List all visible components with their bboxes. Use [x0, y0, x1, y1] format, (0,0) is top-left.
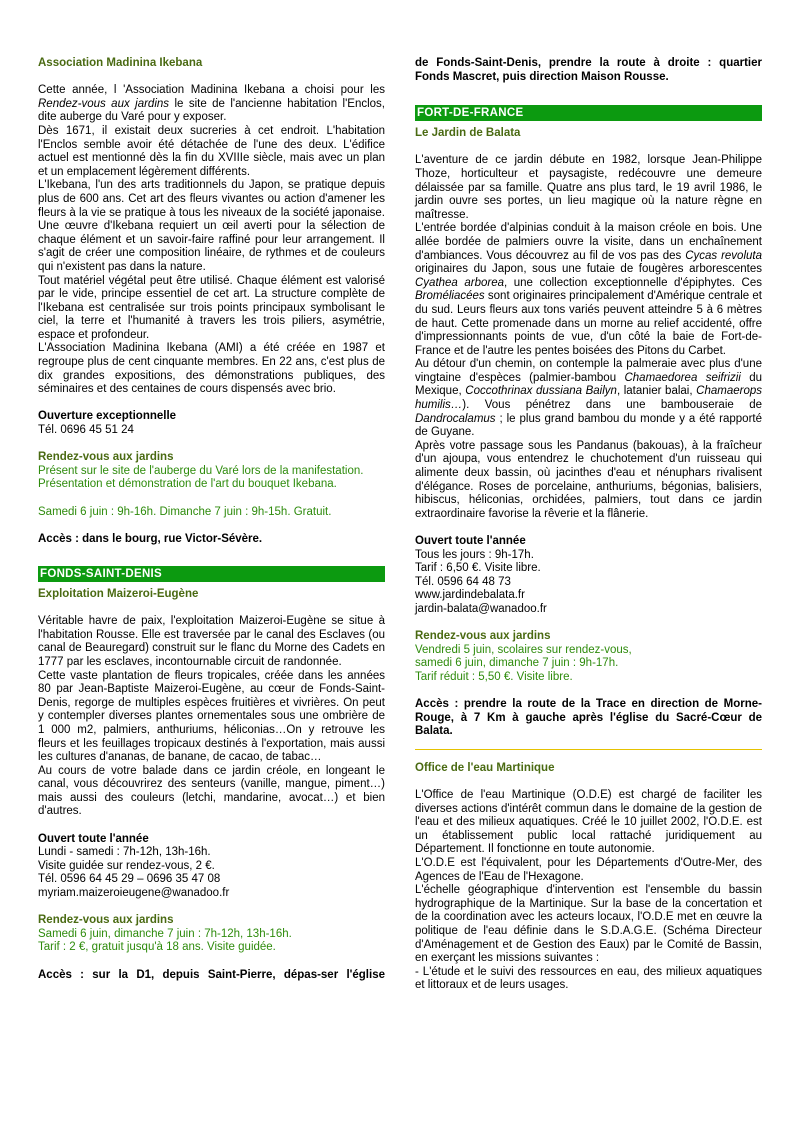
madinina-dates: Samedi 6 juin : 9h-16h. Dimanche 7 juin : 9h-15h. Gratuit. — [38, 505, 332, 518]
balata-rdv-line-3: Tarif réduit : 5,50 €. Visite libre. — [415, 670, 573, 683]
ode-para-2: L'O.D.E est l'équivalent, pour les Départements d'Outre-Mer, des Agences de l'Eau de l'Hexagone. — [415, 857, 762, 883]
madinina-rdv-title: Rendez-vous aux jardins — [38, 451, 174, 464]
madinina-rdv-line-1: Présent sur le site de l'auberge du Varé lors de la manifestation. — [38, 464, 364, 477]
fonds-saint-denis-banner: FONDS-SAINT-DENIS — [38, 566, 385, 582]
balata-para-2: L'entrée bordée d'alpinias conduit à la maison créole en bois. Une allée bordée de palmiers ouvre la visite, dans un enchaînement d'ambiances. Vous découvrez au fil de vos pas des Cycas revoluta originaires du Japon, sous une futaie de fougères arborescentes Cyathea arborea, une collection exceptionnelle d'épiphytes. Ces Broméliacées sont originaires principalement d'Amérique centrale et du sud. Leurs fleurs aux tons variés peuvent atteindre 5 à 6 mètres de haut. Cette promenade dans un morne au relief accidenté, offre d'impressionnants points de vue, d'un côté la baie de Fort-de-France et de l'autre les pentes boisées des Pitons du Carbet. — [415, 222, 763, 357]
balata-email[interactable]: jardin-balata@wanadoo.fr — [415, 602, 547, 615]
maizeroi-rdv-title: Rendez-vous aux jardins — [38, 914, 174, 927]
balata-info-2: Tarif : 6,50 €. Visite libre. — [415, 562, 541, 575]
madinina-tel: Tél. 0696 45 51 24 — [38, 424, 134, 437]
maizeroi-info-2: Visite guidée sur rendez-vous, 2 €. — [38, 859, 215, 872]
madinina-access: Accès : dans le bourg, rue Victor-Sévère. — [38, 532, 263, 545]
maizeroi-para-3: Au cours de votre balade dans ce jardin créole, en longeant le canal, vous découvrirez des senteurs (vanille, mangue, piment…) mais aussi des couleurs (letchi, mandarine, avocat…) et bien d'autres. — [38, 764, 385, 818]
ode-para-4: - L'étude et le suivi des ressources en eau, des milieux aquatiques et littoraux et de leurs usages. — [415, 965, 762, 992]
ode-title: Office de l'eau Martinique — [415, 761, 555, 774]
balata-website[interactable]: www.jardindebalata.fr — [415, 589, 525, 602]
balata-info-3: Tél. 0596 64 48 73 — [415, 575, 511, 588]
madinina-para-5: L'Association Madinina Ikebana (AMI) a été créée en 1987 et regroupe plus de cent cinquante membres. En 22 ans, c'est plus de dix grandes expositions, des démonstrations publiques, des séminaires et des centaines de cours dispensés avec brio. — [38, 342, 385, 396]
maizeroi-rdv-line-2: Tarif : 2 €, gratuit jusqu'à 18 ans. Visite guidée. — [38, 941, 276, 954]
balata-title: Le Jardin de Balata — [415, 127, 521, 140]
balata-info-1: Tous les jours : 9h-17h. — [415, 548, 534, 561]
maizeroi-open-title: Ouvert toute l'année — [38, 832, 149, 845]
maizeroi-email[interactable]: myriam.maizeroieugene@wanadoo.fr — [38, 887, 230, 900]
madinina-open-title: Ouverture exceptionnelle — [38, 410, 177, 423]
madinina-para-2: Dès 1671, il existait deux sucreries à cet endroit. L'habitation l'Enclos semble avoir été détachée de l'une des deux. L'édifice actuel est mentionné dès la fin du XVIIIe siècle, mais avec un plan et un emplacement légèrement différents. — [38, 124, 385, 178]
balata-access: Accès : prendre la route de la Trace en direction de Morne-Rouge, à 7 Km à gauche après l'église du Sacré-Cœur de Balata. — [415, 698, 762, 738]
balata-rdv-line-1: Vendredi 5 juin, scolaires sur rendez-vous, — [415, 643, 632, 656]
maizeroi-info-1: Lundi - samedi : 7h-12h, 13h-16h. — [38, 846, 211, 859]
ode-para-3: L'échelle géographique d'intervention est l'ensemble du bassin hydrographique de la Martinique. Sur la base de la concertation et de la coordination avec les acteurs locaux, l'O.D.E met en œuvre la politique de l'eau définie dans le S.D.A.G.E. (Schéma Directeur d'Aménagement et de Gestion des Eaux) par le Comité de Bassin, en exerçant les missions suivantes : — [415, 884, 762, 965]
madinina-rdv-line-2: Présentation et démonstration de l'art du bouquet Ikebana. — [38, 478, 337, 491]
balata-rdv-title: Rendez-vous aux jardins — [415, 630, 551, 643]
maizeroi-access-continued: de Fonds-Saint-Denis, prendre la route à droite : quartier Fonds Mascret, puis direction Maison Rousse. — [415, 57, 762, 83]
madinina-para-4: Tout matériel végétal peut être utilisé. Chaque élément est valorisé par le vide, principe essentiel de cet art. La structure complète de l'Ikebana est centralisée sur trois points principaux symbolisant le ciel, la terre et l'humanité à travers les trois piliers, asymétrie, espace et profondeur. — [38, 274, 385, 341]
maizeroi-title: Exploitation Maizeroi-Eugène — [38, 587, 199, 600]
balata-para-3: Au détour d'un chemin, on contemple la palmeraie avec plus d'une vingtaine d'espèces (palmier-bambou Chamaedorea seifrizii du Mexique, Coccothrinax dussiana Bailyn, latanier balai, Chamaerops humilis…). Vous pénétrez dans une bambouseraie de Dandrocalamus ; le plus grand bambou du monde y a été rapporté de Guyane. — [415, 358, 763, 439]
maizeroi-access: Accès : sur la D1, depuis Saint-Pierre, dépas-ser l'église — [38, 968, 385, 981]
maizeroi-info-3: Tél. 0596 64 45 29 – 0696 35 47 08 — [38, 873, 221, 886]
madinina-title: Association Madinina Ikebana — [38, 57, 203, 69]
balata-rdv-line-2: samedi 6 juin, dimanche 7 juin : 9h-17h. — [415, 657, 619, 670]
balata-open-title: Ouvert toute l'année — [415, 535, 526, 547]
maizeroi-para-2: Cette vaste plantation de fleurs tropicales, créée dans les années 80 par Jean-Baptiste Maizeroi-Eugène, au cœur de Fonds-Saint-Denis, regorge de multiples espèces fruitières et vivrières. On peut y contempler diverses plantes ornementales sous une ombrière de 1 000 m2, palmiers, anthuriums, héliconias…On y retrouve les fleurs et les feuillages tropicaux destinés à l'exportation, mais aussi les cultures d'ananas, de banane, de cacao, de tabac… — [38, 669, 385, 764]
madinina-para-3: L'Ikebana, l'un des arts traditionnels du Japon, se pratique depuis plus de 600 ans. Cet art des fleurs vivantes ou action d'amener les fleurs à la vie se pratique à tous les niveaux de la société japonaise. Une œuvre d'Ikebana requiert un œil averti pour la sélection de chaque élément et un savoir-faire raffiné pour leur arrangement. Il s'agit de créer une composition linéaire, de rythmes et de couleurs qui n'existent pas dans la nature. — [38, 179, 385, 273]
madinina-para-1: Cette année, l 'Association Madinina Ikebana a choisi pour les Rendez-vous aux jardins le site de l'ancienne habitation l'Enclos, dite auberge du Varé pour y exposer. — [38, 84, 385, 124]
fort-de-france-banner: FORT-DE-FRANCE — [415, 105, 762, 121]
maizeroi-para-1: Véritable havre de paix, l'exploitation Maizeroi-Eugène se situe à l'habitation Rousse. Elle est traversée par le canal des Esclaves (ou canal de Beauregard) construit sur le flanc du Morne des Cadets en 1777 par les esclaves, incontournable circuit de randonnée. — [38, 615, 385, 668]
right-column — [415, 57, 762, 993]
balata-para-4: Après votre passage sous les Pandanus (bakouas), à la fraîcheur d'un ajoupa, vous entendrez le chuchotement d'un ruisseau qui alimente deux bassin, où jacinthes d'eau et nénuphars rivalisent d'élégance. Roses de porcelaine, anthuriums, bégonias, balisiers, hibiscus, héliconias, orchidées, palmiers, tout dans ce jardin extraordinaire favorise la rêverie et la flânerie. — [415, 439, 762, 520]
balata-para-1: L'aventure de ce jardin débute en 1982, lorsque Jean-Philippe Thoze, horticulteur et paysagiste, redécouvre une demeure délaissée par sa famille. Quatre ans plus tard, le 19 avril 1986, le jardin ouvre ses portes, un lieu magique où la nature règne en maîtresse. — [415, 154, 762, 221]
ode-para-1: L'Office de l'eau Martinique (O.D.E) est chargé de faciliter les diverses actions d'intérêt commun dans le domaine de la gestion de l'eau et des milieux aquatiques. Créé le 10 juillet 2002, l'O.D.E. est un établissement public local rattaché juridiquement au Département. Il fonctionne en toute autonomie. — [415, 789, 762, 856]
left-column — [38, 57, 385, 982]
maizeroi-rdv-line-1: Samedi 6 juin, dimanche 7 juin : 7h-12h, 13h-16h. — [38, 927, 292, 940]
